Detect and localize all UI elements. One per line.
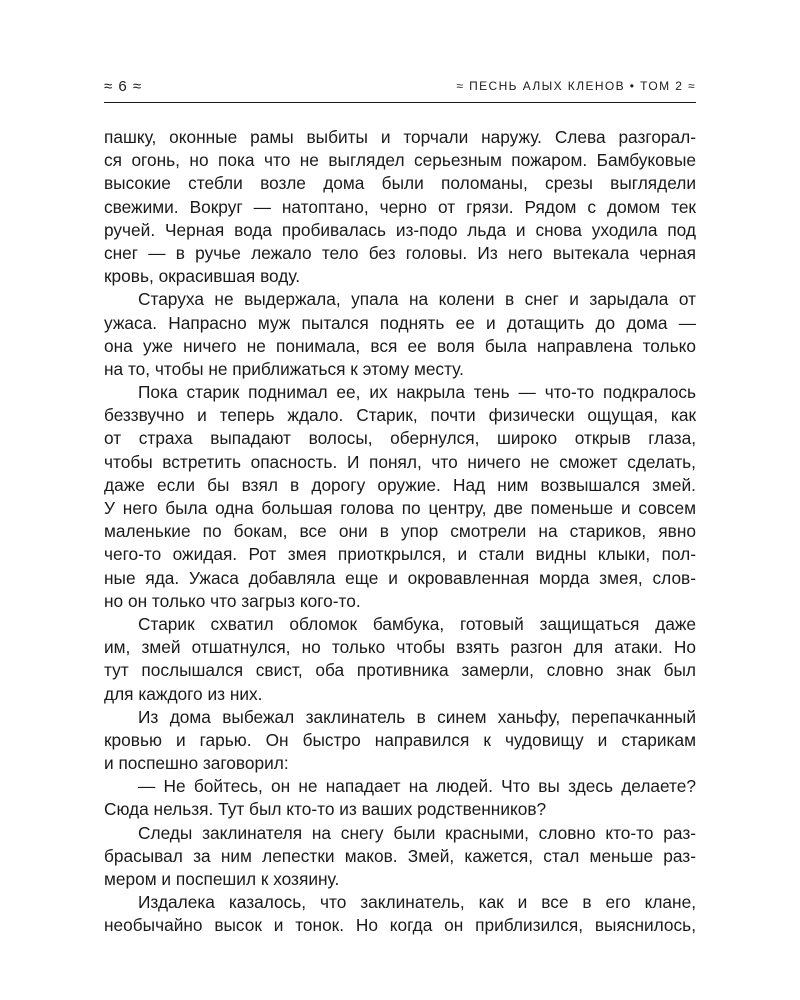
text-line: Издалека казалось, что заклинатель, как и все в его клане,: [138, 892, 696, 913]
text-line: кровью и гарью. Он быстро направился к чудовищу и старикам: [104, 729, 696, 750]
text-line: чего-то ожидая. Рот змея приоткрылся, и стали видны клыки, пол-: [104, 544, 696, 565]
text-line: пашку, оконные рамы выбиты и торчали наружу. Слева разгорал-: [104, 127, 696, 147]
text-line: маленькие по бокам, все они в упор смотрели на стариков, явно: [104, 521, 696, 542]
text-line: свежими. Вокруг — натоптано, черно от грязи. Рядом с домом тек: [104, 196, 696, 217]
text-line: им, змей отшатнулся, но только чтобы взять разгон для атаки. Но: [104, 637, 696, 658]
text-line: снег — в ручье лежало тело без головы. Из него вытекала черная: [104, 242, 696, 263]
text-line: ручей. Черная вода пробивалась из-подо льда и снова уходила под: [104, 219, 696, 240]
text-line: от страха выпадают волосы, обернулся, широко открыв глаза,: [104, 428, 696, 449]
text-line: но он только что загрыз кого-то.: [104, 590, 361, 611]
text-line: необычайно высок и тонок. Но когда он приблизился, выяснилось,: [104, 915, 696, 936]
text-line: Старик схватил обломок бамбука, готовый защищаться даже: [138, 613, 696, 634]
text-line: У него была одна большая голова по центру, две поменьше и совсем: [104, 498, 696, 518]
text-line: высокие стебли возле дома были поломаны, срезы выглядели: [104, 173, 696, 194]
page-number: ≈ 6 ≈: [104, 78, 143, 95]
text-line: — Не бойтесь, он не нападает на людей. Что вы здесь делаете?: [138, 776, 696, 797]
text-line: чтобы встретить опасность. И понял, что ничего не сможет сделать,: [104, 451, 696, 472]
page-header: [104, 74, 696, 104]
text-line: брасывал за ним лепестки маков. Змей, кажется, стал меньше раз-: [104, 845, 696, 866]
text-line: для каждого из них.: [104, 683, 263, 704]
text-line: тут послышался свист, оба противника замерли, словно знак был: [104, 660, 696, 681]
text-line: кровь, окрасившая воду.: [104, 266, 301, 287]
text-line: Старуха не выдержала, упала на колени в снег и зарыдала от: [138, 289, 696, 310]
text-line: Из дома выбежал заклинатель в синем ханьфу, перепачканный: [138, 706, 696, 727]
running-title: ≈ ПЕСНЬ АЛЫХ КЛЕНОВ • ТОМ 2 ≈: [456, 79, 696, 93]
text-line: ужаса. Напрасно муж пытался поднять ее и дотащить до дома —: [104, 312, 696, 333]
body-text: [104, 126, 696, 938]
text-line: ные яда. Ужаса добавляла еще и окровавленная морда змея, слов-: [104, 567, 696, 588]
text-line: ся огонь, но пока что не выглядел серьезным пожаром. Бамбуковые: [104, 150, 696, 171]
text-line: Следы заклинателя на снегу были красными, словно кто-то раз-: [138, 822, 696, 843]
text-line: даже если бы взял в дорогу оружие. Над ним возвышался змей.: [104, 474, 696, 495]
header-rule: [104, 102, 696, 103]
text-line: и поспешно заговорил:: [104, 753, 289, 774]
text-line: на то, чтобы не приближаться к этому месту.: [104, 358, 464, 379]
text-line: Пока старик поднимал ее, их накрыла тень — что-то подкралось: [138, 382, 696, 403]
text-line: она уже ничего не понимала, вся ее воля была направлена только: [104, 335, 696, 356]
text-line: Сюда нельзя. Тут был кто-то из ваших родственников?: [104, 799, 547, 820]
text-line: беззвучно и теперь ждало. Старик, почти физически ощущая, как: [104, 405, 696, 426]
text-line: мером и поспешил к хозяину.: [104, 869, 340, 889]
